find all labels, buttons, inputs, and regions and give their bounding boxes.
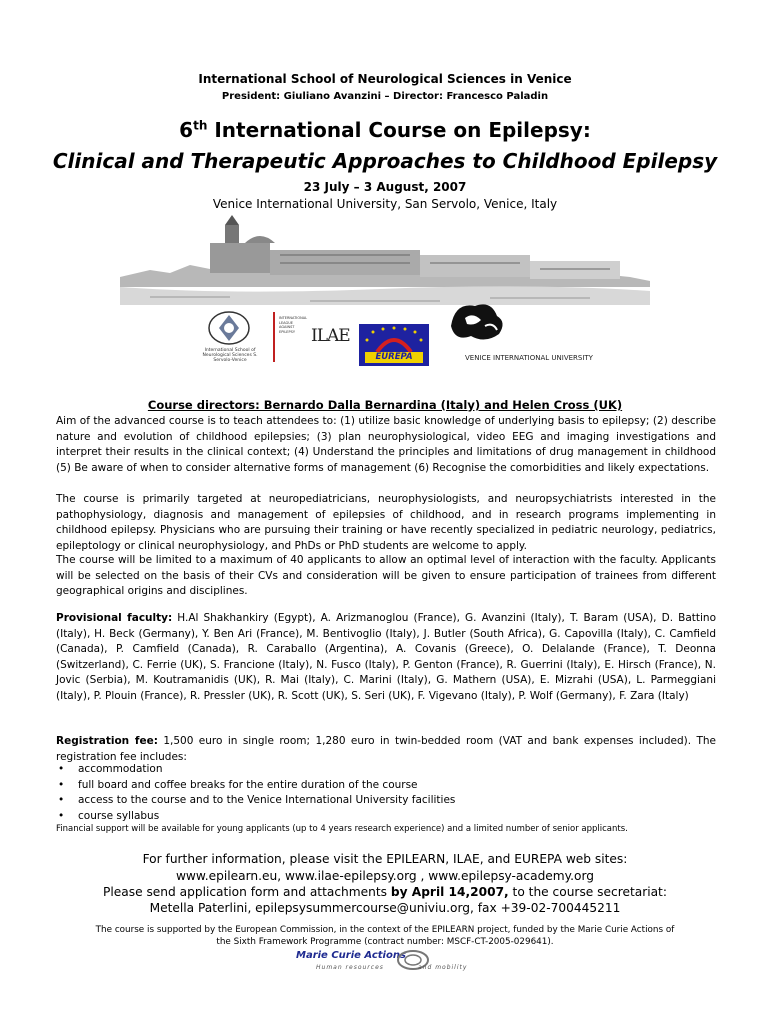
financial-support-note: Financial support will be available for young applicants (up to 4 years research experience) and a limited number of senior applicants. <box>56 824 628 834</box>
funding-note-line1: The course is supported by the European Commission, in the context of the EPILEARN project, funded by the Marie Curie Actions of <box>95 925 675 935</box>
bullet: • <box>58 809 65 822</box>
isns-logo-text: International School of Neurological Sciences S. Servolo-Venice <box>202 348 258 363</box>
funding-note-line2: the Sixth Framework Programme (contract number: MSCF-CT-2005-029641). <box>216 937 554 947</box>
course-venue: Venice International University, San Servolo, Venice, Italy <box>212 197 558 211</box>
isns-logo-icon <box>207 310 251 346</box>
mca-sub1: Human resources <box>316 964 384 971</box>
eurepa-logo-text: EUREPA <box>375 352 413 362</box>
mca-title: Marie Curie Actions <box>296 950 406 961</box>
list-item-text: course syllabus <box>78 809 160 822</box>
course-number-suffix: th <box>193 118 208 133</box>
target-audience-paragraph: The course is primarily targeted at neuropediatricians, neurophysiologists, and neuropsychiatrists interested in the pathophysiology, diagnosis and management of epilepsies of childhood, and in research programs implementing in childhood epilepsy. Physicians who are pursuing their training or have recently specialized in pediatric neurology, pediatrics, epileptology or clinical neurophysiology, and PhDs or PhD students are welcome to apply. <box>56 493 716 552</box>
deadline-post: to the course secretariat: <box>508 885 667 899</box>
faculty-list: H.Al Shakhankiry (Egypt), A. Arizmanoglou (France), G. Avanzini (Italy), T. Baram (USA), D. Battino (Italy), H. Beck (Germany), Y. Ben Ari (France), M. Bentivoglio (Italy), J. Butler (South Africa), G. Capovilla (Italy), C. Camfield (Canada), P. Camfield (Canada), R. Caraballo (Argentina), A. Covanis (Greece), O. Delalande (France), T. Deonna (Switzerland), C. Ferrie (UK), S. Francione (Italy), N. Fusco (Italy), P. Genton (France), R. Guerrini (Italy), E. Hirsch (France), N. Jovic (Serbia), M. Koutramanidis (UK), R. Mai (Italy), C. Marini (Italy), G. Mathern (USA), E. Mizrahi (USA), L. Parmeggiani (Italy), P. Plouin (France), R. Pressler (UK), R. Scott (UK), S. Seri (UK), F. Vigevano (Italy), P. Wolf (Germany), F. Zara (Italy) <box>56 612 716 702</box>
faculty-paragraph <box>56 611 716 705</box>
viu-logo-icon <box>445 296 509 348</box>
logos-row <box>195 310 595 370</box>
list-item-text: accommodation <box>78 763 163 775</box>
registration-includes-list <box>56 762 455 824</box>
school-name: International School of Neurological Sciences in Venice <box>198 72 572 86</box>
registration-fee-text: 1,500 euro in single room; 1,280 euro in twin-bedded room (VAT and bank expenses included). The registration fee includes: <box>56 735 716 763</box>
course-number: 6 <box>179 118 194 142</box>
course-title <box>0 118 770 142</box>
application-deadline-line <box>0 885 770 899</box>
course-aims-paragraph: Aim of the advanced course is to teach attendees to: (1) utilize basic knowledge of underlying basis to epilepsy; (2) describe nature and evolution of childhood epilepsies; (3) plan neurophysiological, video EEG and imaging investigations and interpret their results in the clinical context; (4) Understand the principles and limitations of drug management in childhood (5) Be aware of when to consider alternative forms of management (6) Recognise the comorbidities and likely expectations. <box>56 415 716 474</box>
info-line: For further information, please visit the EPILEARN, ILAE, and EUREPA web sites: <box>142 852 628 866</box>
course-subtitle: Clinical and Therapeutic Approaches to Childhood Epilepsy <box>52 149 718 173</box>
list-item <box>56 793 455 809</box>
venice-sketch-image <box>110 215 660 325</box>
bullet: • <box>58 763 65 775</box>
list-item-text: full board and coffee breaks for the entire duration of the course <box>78 778 418 791</box>
registration-fee-label: Registration fee: <box>56 735 158 747</box>
website-links[interactable]: www.epilearn.eu, www.ilae-epilepsy.org , www.epilepsy-academy.org <box>175 869 595 883</box>
course-title-text: International Course on Epilepsy: <box>207 118 591 142</box>
list-item <box>56 809 455 825</box>
deadline-pre: Please send application form and attachments <box>103 885 391 899</box>
ilae-logo: ILAE <box>311 326 350 346</box>
list-item <box>56 778 455 794</box>
ilae-logo-small-text: INTERNATIONAL LEAGUE AGAINST EPILEPSY <box>279 316 308 334</box>
bullet: • <box>58 794 65 807</box>
course-dates: 23 July – 3 August, 2007 <box>303 180 467 194</box>
eurepa-logo <box>359 324 429 366</box>
faculty-label: Provisional faculty: <box>56 612 173 624</box>
list-item-text: access to the course and to the Venice International University facilities <box>78 794 456 807</box>
registration-fee-paragraph <box>56 734 716 765</box>
bullet: • <box>58 778 65 791</box>
secretariat-contact[interactable]: Metella Paterlini, epilepsysummercourse@univiu.org, fax +39-02-700445211 <box>149 901 621 915</box>
applicant-limit-paragraph: The course will be limited to a maximum of 40 applicants to allow an optimal level of interaction with the faculty. Applicants will be selected on the basis of their CVs and consideration will be given to ensure participation of trainees from different geographical origins and disciplines. <box>56 554 716 598</box>
ilae-logo-bar <box>273 312 275 362</box>
viu-logo-text: VENICE INTERNATIONAL UNIVERSITY <box>465 354 593 362</box>
list-item <box>56 762 455 778</box>
mca-sub2: and mobility <box>418 964 468 971</box>
school-officers: President: Giuliano Avanzini – Director: Francesco Paladin <box>221 91 549 102</box>
marie-curie-actions-logo <box>296 950 476 978</box>
course-directors: Course directors: Bernardo Dalla Bernardina (Italy) and Helen Cross (UK) <box>147 398 623 412</box>
deadline-date: by April 14,2007, <box>390 885 509 899</box>
